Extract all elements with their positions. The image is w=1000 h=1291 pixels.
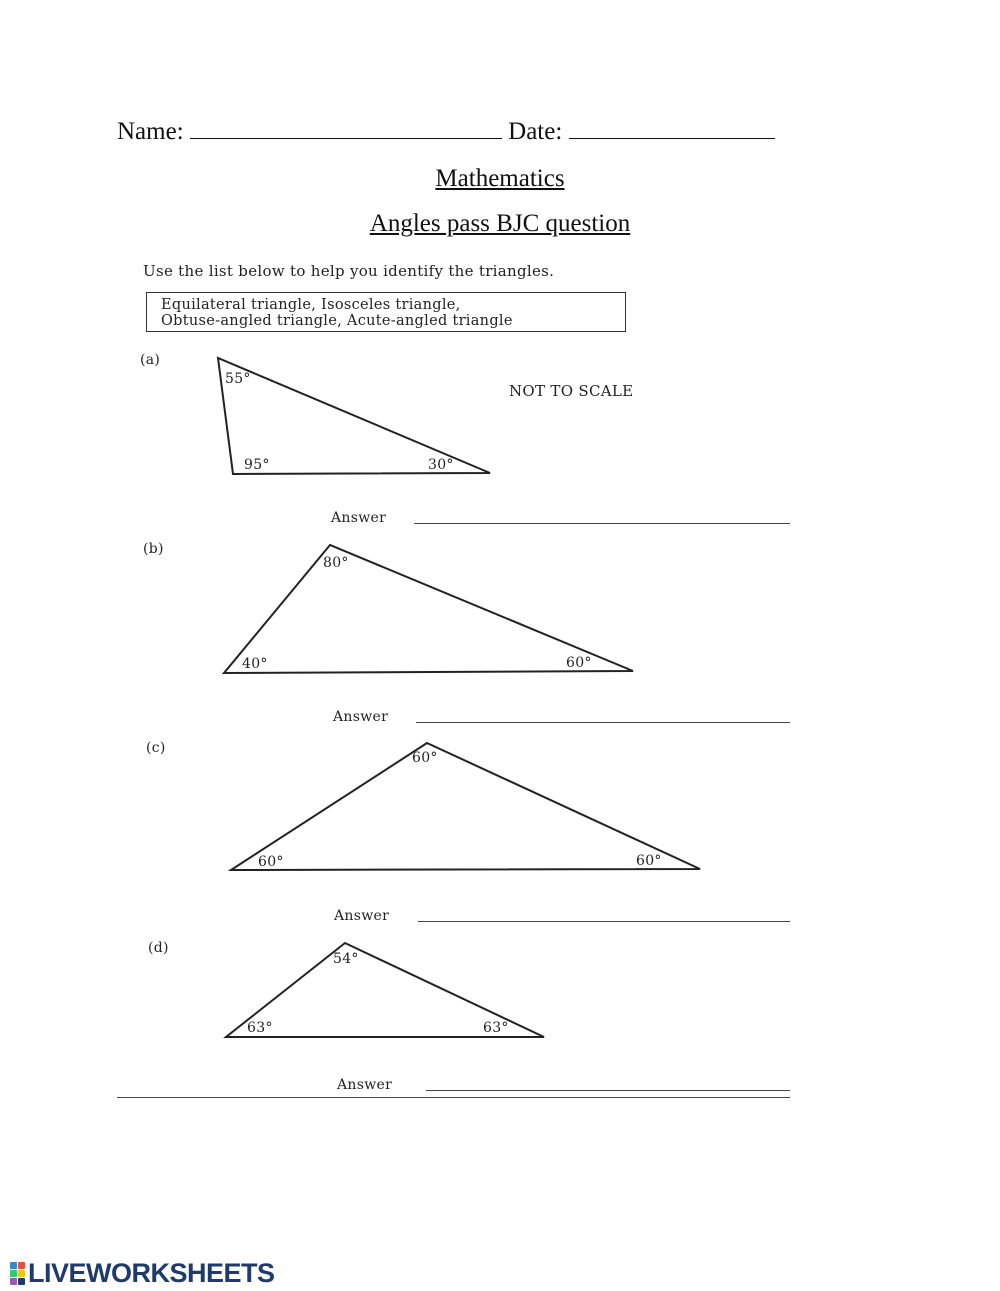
logo-tile — [10, 1270, 17, 1277]
angle-a-right: 30° — [428, 457, 454, 473]
angle-d-right: 63° — [483, 1020, 509, 1036]
angle-c-left: 60° — [258, 854, 284, 870]
logo-tile — [18, 1278, 25, 1285]
angle-d-left: 63° — [247, 1020, 273, 1036]
answer-a-line[interactable] — [414, 523, 790, 524]
answer-c-line[interactable] — [418, 921, 790, 922]
angle-a-left: 95° — [244, 457, 270, 473]
options-line-2: Obtuse-angled triangle, Acute-angled triangle — [161, 313, 513, 329]
logo-tile — [10, 1262, 17, 1269]
answer-b-line[interactable] — [416, 722, 790, 723]
question-a-label: (a) — [140, 352, 161, 368]
question-c-label: (c) — [146, 740, 166, 756]
page-bottom-rule — [117, 1097, 790, 1098]
angle-d-top: 54° — [333, 951, 359, 967]
logo-text: LIVEWORKSHEETS — [28, 1258, 275, 1288]
answer-d-line[interactable] — [426, 1090, 790, 1091]
angle-a-top: 55° — [225, 371, 251, 387]
logo-tile — [18, 1262, 25, 1269]
answer-c-label: Answer — [334, 908, 390, 924]
date-label: Date: — [508, 118, 563, 145]
instruction-text: Use the list below to help you identify the triangles. — [143, 262, 555, 280]
triangle-c — [231, 743, 700, 870]
subject-heading: Mathematics — [435, 165, 565, 192]
name-label: Name: — [117, 118, 184, 145]
question-d-label: (d) — [148, 940, 169, 956]
liveworksheets-logo[interactable] — [10, 1258, 275, 1289]
answer-d-label: Answer — [337, 1077, 393, 1093]
triangle-b — [224, 545, 633, 673]
angle-c-right: 60° — [636, 853, 662, 869]
answer-a-label: Answer — [331, 510, 387, 526]
question-b-label: (b) — [143, 541, 164, 557]
angle-b-left: 40° — [242, 656, 268, 672]
logo-tile — [10, 1278, 17, 1285]
angle-b-right: 60° — [566, 655, 592, 671]
options-line-1: Equilateral triangle, Isosceles triangle, — [161, 297, 461, 313]
answer-b-label: Answer — [333, 709, 389, 725]
logo-mark-icon — [10, 1262, 25, 1285]
logo-tile — [18, 1270, 25, 1277]
angle-b-top: 80° — [323, 555, 349, 571]
not-to-scale-note: NOT TO SCALE — [509, 382, 634, 400]
worksheet-title: Angles pass BJC question — [369, 210, 631, 237]
angle-c-top: 60° — [412, 750, 438, 766]
